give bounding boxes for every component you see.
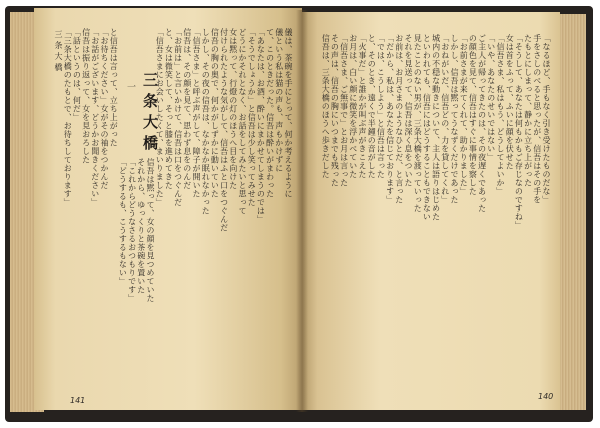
text-column: どうにかそれとなく、お話をしてみたいと思って <box>238 28 247 215</box>
right-page <box>302 12 560 410</box>
text-column: て、このときだった。信吾は酔いがまわった <box>265 28 275 198</box>
text-column: それから、ゆっくりと茶碗を置いた <box>136 158 146 294</box>
chapter-title: 三条大橋 <box>141 72 159 156</box>
text-column: 「お話がございます、どうかお聞きください」 <box>90 28 100 207</box>
text-column: の顔色を見て、信吾はすぐに事情を察した <box>468 34 478 196</box>
text-column: 「信吾さま、ご無事で」とお月は言った <box>339 34 349 187</box>
text-column: お前は、お月さまのようなひとだ、と言った <box>394 34 404 204</box>
text-column: 信吾の胸の奥で、何かがしずかに動いていた <box>210 28 220 198</box>
text-column: お月は、白い顔に微笑を浮かべていた <box>348 34 358 179</box>
text-column: 「なるほど、手もなく引き受けたものだな」 <box>542 34 551 204</box>
text-column: 「では、こうしよう」と信吾は言った <box>376 34 386 179</box>
text-column: 「火事だ」と誰かが叫ぶ声がきこえた <box>358 34 367 179</box>
text-column: 「お前さまが来てくれて、助かりました」 <box>459 34 469 196</box>
text-column: 見たことのない男が、三条大橋を渡っていった <box>413 34 423 213</box>
text-column: と、女は微笑して、そっと膝を進めてきた <box>164 28 174 190</box>
text-column: 信吾は、三条大橋のほうへ歩きだした <box>321 34 331 179</box>
left-page-number: 141 <box>70 396 86 405</box>
text-column: しかし、その夜の信吾は、なかなか眠れなかった <box>201 28 211 215</box>
text-column: しかし、信吾は黙ってうなずくだけであった <box>450 34 459 204</box>
text-column: 「いや、あなたのせいではない」 <box>486 34 496 162</box>
chapter-number: 一 <box>125 82 135 91</box>
text-column: 信吾は振り返って、女を見おろした <box>81 28 91 164</box>
text-column: 手をさしのべると思ったが、信吾はその手を <box>532 34 542 204</box>
text-column: 「お待ちください」女がその袖をつかんだ <box>100 28 109 190</box>
text-column: 「どうするも、こうするもない」 <box>118 158 128 286</box>
right-page-edges <box>556 14 586 410</box>
text-column: 「そうでしょうか」と信吾は少し笑ってみせた <box>247 28 257 207</box>
text-column: 「あなたは、お酒、酔いにまかせてしまうのでは」 <box>256 28 266 224</box>
text-column: 「話というのは、何だ」 <box>72 28 82 122</box>
right-page-number: 140 <box>538 392 554 401</box>
text-column: 信吾は、その顔を見て、思わず息をのんだ <box>182 28 192 190</box>
text-column: 「お前は」と言いかけて、信吾は口をつぐんだ <box>173 28 183 207</box>
text-column: 儀という私は猫の声も、声もかけずに <box>274 28 284 173</box>
text-column: たもとにしまって、静かに立ち上がった <box>523 34 533 187</box>
text-column: と、そのとき、遠くで半鐘の音がした <box>367 34 377 179</box>
text-column: 信吾は黙って、女の顔を見つめていた <box>146 158 155 303</box>
text-column: 女は首をふって、ふいに顔を伏せた <box>505 34 515 170</box>
text-column: 「信吾さまにお会いしたくて、まいりました」 <box>155 28 165 207</box>
text-column: 「信吾さま、私はもう、どうしてよいか」 <box>496 34 505 196</box>
book-gutter <box>296 10 308 412</box>
text-column: 「そうして、あなたは何もかもご存じなのですね」 <box>514 34 524 230</box>
text-column: それを見送って、信吾は深く息をついた <box>404 34 413 187</box>
text-column: 女は黙って、行燈の灯のほうへ目を向けた <box>228 28 238 190</box>
text-column: その声は、信吾の胸にいつまでも残った <box>330 34 340 187</box>
text-column: 「だから、私は、あなたを信じております」 <box>385 34 395 204</box>
text-column: 「おねがいだ、信吾どの、力を貸してくれ」 <box>440 34 450 204</box>
text-column: といわれても、信吾にはどうすることもできない <box>422 34 432 221</box>
left-page <box>34 8 302 410</box>
text-column: と信吾は言って、立ち上がった <box>109 28 119 147</box>
running-head: 三条大橋 <box>54 30 63 74</box>
text-column: ご主人が帰ってきたのは、その夜遅くであった <box>477 34 487 213</box>
text-column: 「これからどうなさるおつもりです」 <box>127 158 137 303</box>
text-column: 「信吾さま」と呼ぶ声がして、障子が開いた <box>192 28 201 198</box>
text-column: 儀は、茶碗を手にとって、何か考えるように <box>284 28 293 198</box>
text-column: 付けられたような気がして、信吾はふと口をつぐんだ <box>219 28 229 232</box>
text-column: 「三条大橋のたもとで、お待ちしております」 <box>63 28 73 207</box>
text-column: 城内の不穏な動きについて、主人は語りはじめた <box>431 34 441 221</box>
